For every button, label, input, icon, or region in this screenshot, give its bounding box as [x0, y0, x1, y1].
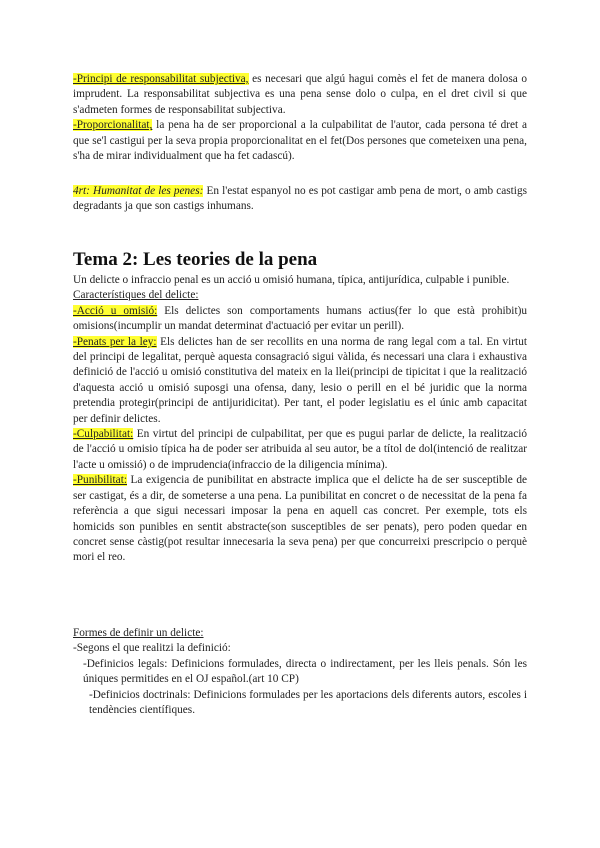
forms-section [73, 626, 527, 718]
section-body [73, 273, 527, 566]
term-highlight: -Acció u omisió: [73, 304, 158, 317]
paragraph-text: Els delictes han de ser recollits en una norma de rang legal com a tal. En virtut del principi de legalitat, perquè aquesta consagració sigui vàlida, és necessari una clara i exhaustiva definició de l'acció u omisió constitutiva del mateix en la llei(principi de tipicitat i que la realització d'aquesta acció u omisió suposgi una ofensa, dany, lesio o perill en el bé juridic que la norma pretendia protegir(principi de antijuridicitat). Per tant, el poder legislatiu es el únic amb capacitat per definir delictes. [73, 335, 527, 425]
term-highlight: -Penats per la ley: [73, 335, 157, 348]
term-highlight: -Punibilitat: [73, 474, 127, 487]
forms-line: -Definicios doctrinals: Definicions formulades per les aportacions dels diferents autors, escoles i tendències científiques. [89, 688, 527, 717]
paragraph-text: es necesari que algú hagui comès el fet de manera dolosa o imprudent. La responsabilitat subjectiva es una pena sense dolo o culpa, en el dret civil si que s'admeten formes de responsabilitat subjectiva. [73, 73, 527, 116]
paragraph-text: La exigencia de punibilitat en abstracte implica que el delicte ha de ser susceptible de ser castigat, és a dir, de someterse a una pena. La punibilitat en concret o de necessitat de la pena fa referència a que sigui necessari imposar la pena en aquell cas concret. Per exemple, tots els homicids son punibles en sentit abstracte(son susceptibles de ser penats), pero poden quedar en concret sense càstig(pot resultar innecesaria la seva pena) per que concurreixi prescripcio o perquè mori el reo. [73, 474, 527, 564]
forms-heading: Formes de definir un delicte: [73, 627, 204, 639]
paragraph-humanity [73, 184, 527, 215]
term-highlight: 4rt: Humanitat de les penes: [73, 185, 204, 197]
section-title: Tema 2: Les teories de la pena [73, 249, 318, 270]
paragraph-text: En virtut del principi de culpabilitat, per que es pugui parlar de delicte, la realització de l'acció u omisio típica ha de poder ser atribuida al seu autor, be a títol de dol(intenció de realitzar l'acte u omissió) o de imprudencia(infraccio de la diligencia mínima). [73, 428, 527, 471]
intro-text: Un delicte o infraccio penal es un acció u omisió humana, típica, antijurídica, culpable i punible. [73, 274, 510, 286]
term-highlight: -Proporcionalitat, [73, 119, 153, 132]
forms-line: -Definicios legals: Definicions formulades, directa o indirectament, per les lleis penals. Són les úniques permitides en el OJ español.(art 10 CP) [83, 657, 527, 686]
term-highlight: -Culpabilitat: [73, 428, 134, 441]
paragraph-principle-subjective [73, 72, 527, 164]
paragraph-text: Els delictes son comportaments humans actius(fer lo que està prohibit)u omisions(incumplir un mandat determinat d'actuació per evitar un perill). [73, 304, 527, 333]
characteristics-heading: Característiques del delicte: [73, 289, 199, 302]
paragraph-text: En l'estat espanyol no es pot castigar amb pena de mort, o amb castigs degradants ja que son castigs inhumans. [73, 185, 527, 213]
term-highlight: -Principi de responsabilitat subjectiva, [73, 73, 249, 85]
forms-line: -Segons el que realitzi la definició: [73, 642, 231, 655]
paragraph-text: la pena ha de ser proporcional a la culpabilitat de l'autor, cada persona té dret a que se'l castigui per la seva propia proporcionalitat en el fet(Dos persones que cometeixen una pena, s'ha de mirar individualment que ha fet cadascú). [73, 119, 527, 163]
